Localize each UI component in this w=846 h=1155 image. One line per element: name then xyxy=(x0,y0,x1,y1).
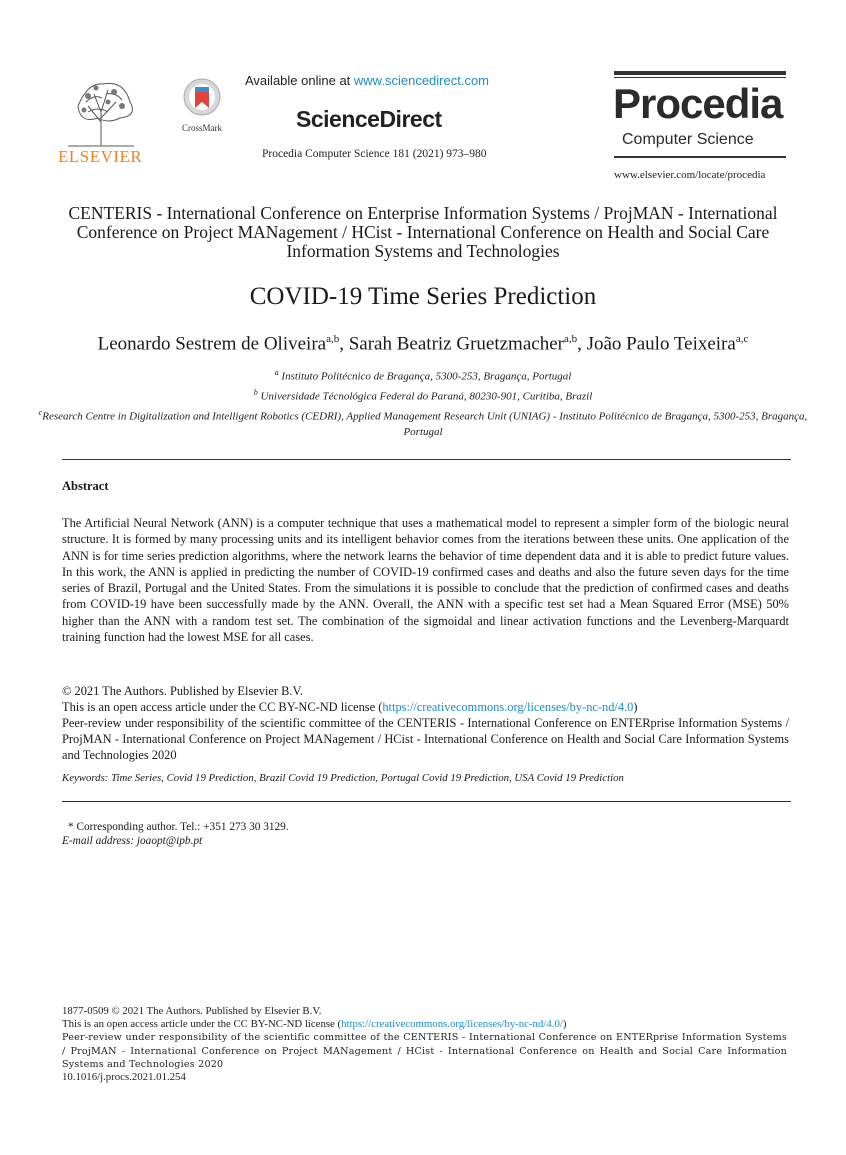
procedia-top-rule-thin xyxy=(614,77,786,78)
affiliation-text: Universidade Técnológica Federal do Paraná, 80230-901, Curitiba, Brazil xyxy=(257,390,593,403)
footer-license-link[interactable]: https://creativecommons.org/licenses/by-nc-nd/4.0/ xyxy=(341,1018,563,1031)
paper-title: COVID-19 Time Series Prediction xyxy=(249,283,597,310)
author-name: Sarah Beatriz Gruetzmacher xyxy=(348,333,564,355)
page-footer xyxy=(62,1005,787,1084)
affiliation-text: Research Centre in Digitalization and Intelligent Robotics (CEDRI), Applied Management Research Unit (UNIAG) - Instituto Politécnico de Bragança, 5300-253, Bragança, Portugal xyxy=(42,410,808,439)
crossmark-badge[interactable] xyxy=(172,78,232,133)
procedia-top-rule xyxy=(614,71,786,75)
license-suffix: ) xyxy=(633,700,638,714)
available-online xyxy=(245,73,489,88)
author-name: João Paulo Teixeira xyxy=(586,333,736,355)
footer-doi: 10.1016/j.procs.2021.01.254 xyxy=(62,1071,186,1084)
author-name: Leonardo Sestrem de Oliveira xyxy=(97,333,327,355)
article-info xyxy=(62,683,789,763)
footer-issn: 1877-0509 © 2021 The Authors. Published by Elsevier B.V. xyxy=(62,1005,322,1017)
journal-reference: Procedia Computer Science 181 (2021) 973–980 xyxy=(262,148,487,160)
affiliation-text: Instituto Politécnico de Bragança, 5300-253, Bragança, Portugal xyxy=(278,370,572,383)
procedia-subtitle: Computer Science xyxy=(622,131,754,148)
author-affil-sup: a,c xyxy=(735,333,749,345)
corresponding-author-phone: * Corresponding author. Tel.: +351 273 30 3129. xyxy=(68,821,289,833)
corresponding-author-email: E-mail address: joaopt@ipb.pt xyxy=(62,835,203,847)
available-prefix: Available online at xyxy=(245,73,354,88)
keywords: Keywords: Time Series, Covid 19 Prediction, Brazil Covid 19 Prediction, Portugal Covid 19 Prediction, USA Covid 19 Prediction xyxy=(62,772,624,784)
conference-name: CENTERIS - International Conference on Enterprise Information Systems / ProjMAN - International Conference on Project MANagement / HCist - International Conference on Health and Social Care Information Systems and Technologies xyxy=(68,203,778,261)
author-separator: , xyxy=(339,333,349,355)
procedia-rule xyxy=(614,156,786,158)
footer-license xyxy=(62,1018,787,1031)
affiliation-sup: c xyxy=(38,408,43,418)
author-separator: , xyxy=(577,333,587,355)
procedia-logo: Procedia xyxy=(613,80,783,127)
crossmark-icon xyxy=(183,78,221,116)
author-affil-sup: a,b xyxy=(326,333,340,345)
affiliation-line xyxy=(30,365,816,385)
footer-license-prefix: This is an open access article under the CC BY-NC-ND license ( xyxy=(62,1018,342,1031)
license-link[interactable]: https://creativecommons.org/licenses/by-nc-nd/4.0 xyxy=(382,700,634,714)
peer-review-line: Peer-review under responsibility of the scientific committee of the CENTERIS - International Conference on ENTERprise Information Systems / ProjMAN - International Conference on Project MANagement / HCist - International Conference on Health and Social Care Information Systems and Technologies 2020 xyxy=(62,716,789,762)
abstract-heading: Abstract xyxy=(62,479,109,493)
author-list xyxy=(0,333,846,355)
crossmark-label: CrossMark xyxy=(182,123,222,133)
publisher-name: ELSEVIER xyxy=(58,147,143,166)
affiliation-sup: b xyxy=(253,388,258,398)
sciencedirect-logo: ScienceDirect xyxy=(296,106,442,132)
copyright-line: © 2021 The Authors. Published by Elsevier B.V. xyxy=(62,684,303,698)
keywords-bottom-rule xyxy=(62,801,791,802)
footer-license-suffix: ) xyxy=(562,1018,567,1031)
affiliations xyxy=(30,365,816,441)
affiliation-line xyxy=(30,405,816,441)
affiliation-line xyxy=(30,385,816,405)
sciencedirect-link[interactable]: www.sciencedirect.com xyxy=(353,73,490,88)
license-line xyxy=(62,699,789,715)
license-prefix: This is an open access article under the CC BY-NC-ND license ( xyxy=(62,700,383,714)
corresponding-author xyxy=(62,820,289,848)
abstract-text: The Artificial Neural Network (ANN) is a computer technique that uses a mathematical model to represent a simpler form of the biologic neural structure. It is formed by many processing units and its intelligent behavior comes from the iterations between these units. One application of the ANN is for time series prediction algorithms, where the network learns the behavior of time dependent data and it is able to predict future values. In this work, the ANN is applied in predicting the number of COVID-19 confirmed cases and deaths and also the future seven days for the time series of Brazil, Portugal and the United States. From the simulations it is possible to conclude that the prediction of confirmed cases and deaths from COVID-19 have been successfully made by the ANN. Overall, the ANN with a specific test set had a Mean Squared Error (MSE) 50% higher than the ANN with a random test set. The combination of the sigmoidal and linear activation functions and the Levenberg-Marquardt training function had the lowest MSE for all cases. xyxy=(62,516,789,645)
author-affil-sup: a,b xyxy=(563,333,578,345)
abstract-top-rule xyxy=(62,459,791,460)
procedia-url[interactable]: www.elsevier.com/locate/procedia xyxy=(614,169,766,181)
affiliation-sup: a xyxy=(274,368,279,377)
footer-peer-review: Peer-review under responsibility of the scientific committee of the CENTERIS - International Conference on ENTERprise Information Systems / ProjMAN - International Conference on Project MANagement / HCist - International Conference on Health and Social Care Information Systems and Technologies 2020 xyxy=(62,1032,787,1070)
